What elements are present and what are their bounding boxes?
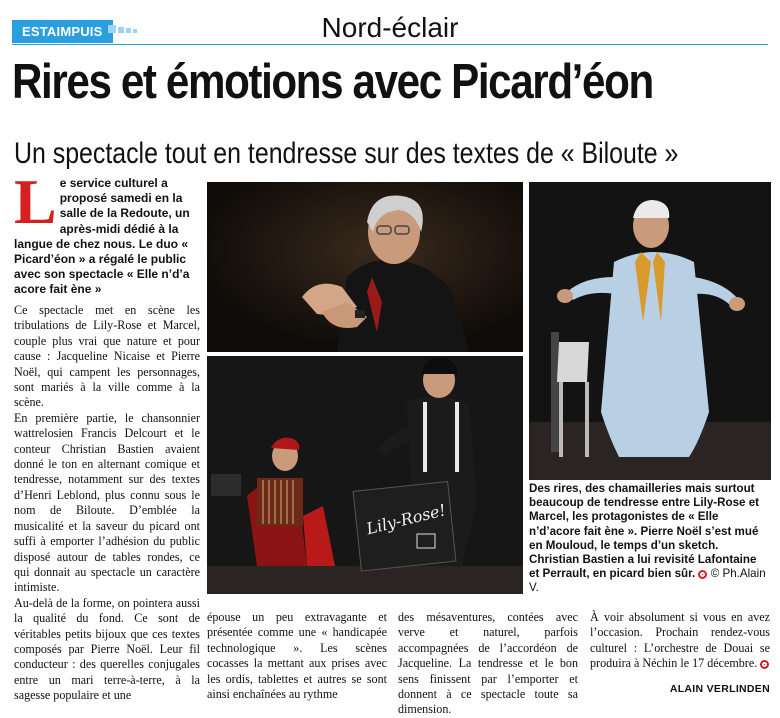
article-title: Rires et émotions avec Picard’éon	[12, 55, 653, 109]
body-column-1	[14, 303, 200, 704]
end-circle-icon	[760, 660, 769, 669]
lead-text: e service culturel a proposé samedi en la salle de la Redoute, un après-midi dédié à la langue de chez nous. Le duo « Picard’éon » a régalé le public avec son spectacle « Elle n’d’a acore fait ène »	[14, 176, 190, 297]
photo-conteur	[207, 182, 523, 352]
caption-text: Des rires, des chamailleries mais surtout beaucoup de tendresse entre Lily-Rose et Marcel, les protagonistes de « Elle n’d’acore fait ène ». Pierre Noël s’est mué en Mouloud, le temps d’un sketch. Christian Bastien a lui revisité Lafontaine et Perrault, en picard bien sûr.	[529, 482, 760, 581]
photo-caption	[529, 482, 769, 596]
paragraph: des mésaventures, contées avec verve et naturel, parfois accompagnées de l’accordéon de Jacqueline. La tendresse et le bon sens finissent par l’emporter et donnent à ce spectacle toute sa dimension.	[398, 610, 578, 717]
photo-credit: © Ph.Alain V.	[529, 567, 766, 595]
header-rule	[12, 44, 768, 45]
paragraph: Ce spectacle met en scène les tribulations de Lily-Rose et Marcel, couple plus vrai que nature et pour cause : Jacqueline Nicaise et Pierre Noël, qui campent les personnages, sont mariés à la ville comme à la scène.	[14, 303, 200, 410]
newspaper-name: Nord-éclair	[321, 12, 459, 43]
article-author: ALAIN VERLINDEN	[669, 683, 770, 695]
body-column-4	[590, 610, 770, 672]
paragraph: épouse un peu extravagante et présentée comme une « handicapée technologique ». Les scènes cocasses la mettant aux prises avec les ordis, tablettes et autres se sont ainsi enchaînées au rythme	[207, 610, 387, 702]
section-tag: ESTAIMPUIS	[12, 20, 113, 43]
photo-picardeon-duo	[207, 356, 523, 594]
article-lead	[14, 166, 200, 298]
sign-text: Lily-Rose!	[364, 500, 448, 539]
paragraph: En première partie, le chansonnier wattrelosien Francis Delcourt et le conteur Christian Bastien avaient donné le ton en alternant comique et tendresse, notamment sur des textes d’Henri Leblond, plus connu sous le nom de Biloute. D’emblée la musicalité et la saveur du picard ont suffi à emporter l’adhésion du public disposé autour de tables rondes, ce qui donnait au spectacle un caractère intimiste.	[14, 410, 200, 595]
body-column-2	[207, 610, 387, 702]
article-subtitle: Un spectacle tout en tendresse sur des textes de « Biloute »	[14, 137, 679, 170]
paragraph: Au-delà de la forme, on pointera aussi la qualité du fond. Ce sont de véritables petits bijoux que ces textes composés par Pierre Noël. Leur fil conducteur : des querelles conjugales entre un mari terre-à-terre, à la sagesse populaire et une	[14, 595, 200, 703]
closing-text: À voir absolument si vous en avez l’occasion. Prochain rendez-vous culturel : L’orchestre de Douai se produira à Néchin le 17 décembre.	[590, 610, 770, 671]
body-column-3	[398, 610, 578, 718]
photo-mouloud	[529, 182, 771, 480]
drop-cap: L	[14, 166, 57, 237]
paragraph	[590, 610, 770, 672]
circle-bullet-icon	[698, 570, 707, 579]
